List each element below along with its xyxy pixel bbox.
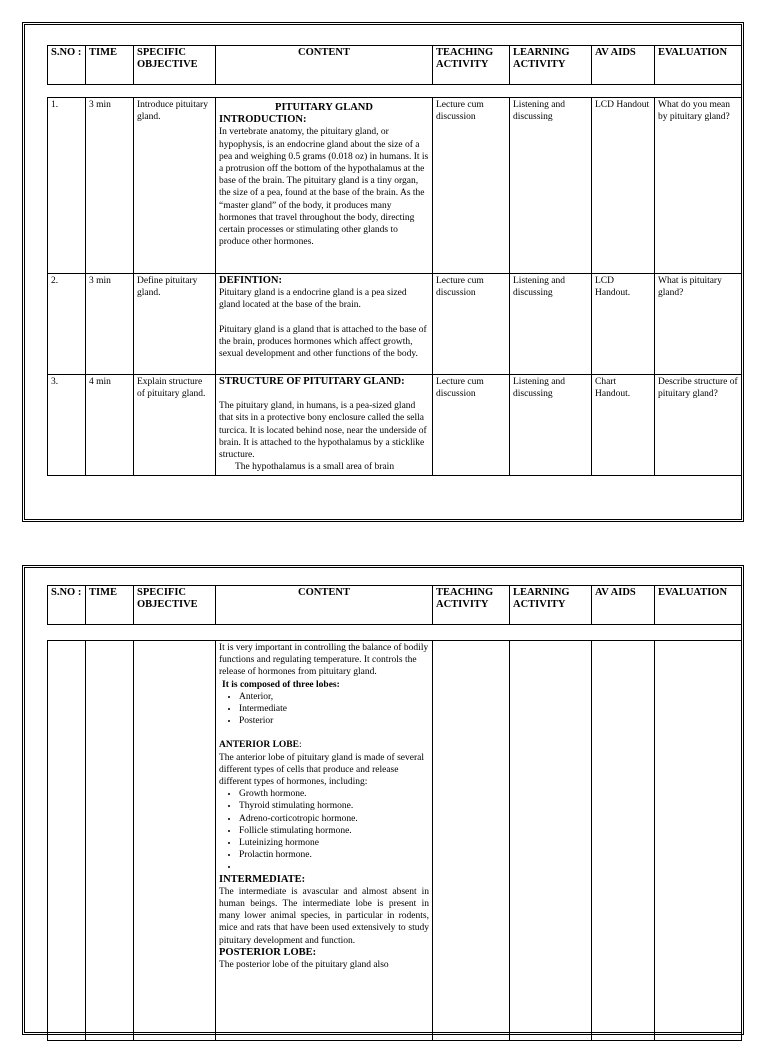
- row-time: 3 min: [86, 274, 134, 375]
- table-row: [48, 98, 742, 274]
- row-evaluation: [655, 641, 742, 1041]
- table-row: [48, 641, 742, 1041]
- content-heading: DEFINTION:: [219, 275, 283, 286]
- lesson-table: [47, 97, 742, 476]
- row-evaluation: What is pituitary gland?: [655, 274, 742, 375]
- row-sno: 1.: [48, 98, 86, 274]
- row-objective: Introduce pituitary gland.: [134, 98, 216, 274]
- row-sno: 3.: [48, 375, 86, 476]
- row-evaluation: What do you mean by pituitary gland?: [655, 98, 742, 274]
- row-time: 3 min: [86, 98, 134, 274]
- row-content: [216, 375, 433, 476]
- header-table: [47, 585, 742, 625]
- header-content: CONTENT: [216, 46, 433, 85]
- row-objective: Explain structure of pituitary gland.: [134, 375, 216, 476]
- row-av-aids: [592, 641, 655, 1041]
- list-item: • Prolactin hormone.: [239, 849, 429, 861]
- row-learning: Listening and discussing: [510, 375, 592, 476]
- list-item: • Luteinizing hormone: [239, 837, 429, 849]
- content-heading: INTRODUCTION:: [219, 114, 307, 126]
- lesson-table-continued: [47, 640, 742, 1041]
- list-item: [239, 861, 429, 873]
- content-paragraph: The posterior lobe of the pituitary gland also: [219, 960, 389, 971]
- list-item: • Thyroid stimulating hormone.: [239, 800, 429, 812]
- content-title: PITUITARY GLAND: [275, 102, 373, 113]
- content-heading: STRUCTURE OF PITUITARY GLAND:: [219, 376, 405, 387]
- header-table: [47, 45, 742, 85]
- row-teaching: Lecture cum discussion: [433, 274, 510, 375]
- row-av-aids: LCD Handout.: [592, 274, 655, 375]
- content-paragraph: It is very important in controlling the balance of bodily functions and regulating temperature. It controls the release of hormones from pituitary gland.: [219, 643, 429, 678]
- paragraph-gap: [219, 312, 429, 324]
- row-learning: [510, 641, 592, 1041]
- paragraph-gap: [219, 727, 429, 739]
- header-content: CONTENT: [216, 586, 433, 625]
- table-row: [48, 375, 742, 476]
- header-time: TIME: [86, 586, 134, 625]
- paragraph-gap: [219, 388, 429, 400]
- row-teaching: Lecture cum discussion: [433, 375, 510, 476]
- row-time: [86, 641, 134, 1041]
- row-time: 4 min: [86, 375, 134, 476]
- row-learning: Listening and discussing: [510, 274, 592, 375]
- lesson-plan-page-2: [22, 565, 744, 1035]
- anterior-heading: ANTERIOR LOBE: [219, 740, 299, 751]
- content-paragraph: The hypothalamus is a small area of brain: [235, 462, 395, 473]
- row-av-aids: Chart Handout.: [592, 375, 655, 476]
- content-paragraph: The intermediate is avascular and almost absent in human beings. The intermediate lobe is present in many lower animal species, in particular in rodents, mice and rats that have been used extensively to study pituitary development and function.: [219, 886, 429, 946]
- row-teaching: [433, 641, 510, 1041]
- header-evaluation: EVALUATION: [655, 586, 742, 625]
- header-evaluation: EVALUATION: [655, 46, 742, 85]
- row-teaching: Lecture cum discussion: [433, 98, 510, 274]
- anterior-heading-line: [219, 739, 429, 751]
- header-sno: S.NO :: [48, 46, 86, 85]
- row-sno: 2.: [48, 274, 86, 375]
- list-item: • Anterior,: [239, 691, 429, 703]
- header-learning-activity: LEARNING ACTIVITY: [510, 46, 592, 85]
- content-paragraph: The pituitary gland, in humans, is a pea-sized gland that sits in a protective bony enclosure called the sella turcica. It is located behind nose, near the underside of brain. It is attached to the hypothalamus by a sticklike structure.: [219, 401, 427, 461]
- row-content: [216, 641, 433, 1041]
- hormones-list: [219, 788, 429, 873]
- lobes-list: [219, 691, 429, 728]
- row-objective: Define pituitary gland.: [134, 274, 216, 375]
- row-content: [216, 98, 433, 274]
- anterior-heading-colon: :: [298, 740, 302, 751]
- header-teaching-activity: TEACHING ACTIVITY: [433, 46, 510, 85]
- posterior-heading: POSTERIOR LOBE:: [219, 946, 317, 958]
- content-paragraph: The anterior lobe of pituitary gland is made of several different types of cells that produce and release different types of hormones, including:: [219, 752, 424, 788]
- list-item: • Adreno-corticotropic hormone.: [239, 813, 429, 825]
- header-sno: S.NO :: [48, 586, 86, 625]
- header-time: TIME: [86, 46, 134, 85]
- lesson-plan-page-1: [22, 22, 744, 522]
- header-specific-objective: SPECIFIC OBJECTIVE: [134, 586, 216, 625]
- row-learning: Listening and discussing: [510, 98, 592, 274]
- list-item: • Posterior: [239, 715, 429, 727]
- row-objective: [134, 641, 216, 1041]
- row-content: [216, 274, 433, 375]
- list-item: • Intermediate: [239, 703, 429, 715]
- list-item: • Growth hormone.: [239, 788, 429, 800]
- content-paragraph: Pituitary gland is a gland that is attached to the base of the brain, produces hormones which affect growth, sexual development and other functions of the body.: [219, 324, 427, 360]
- lobes-heading: It is composed of three lobes:: [222, 679, 340, 690]
- header-av-aids: AV AIDS: [592, 46, 655, 85]
- header-av-aids: AV AIDS: [592, 586, 655, 625]
- list-item: • Follicle stimulating hormone.: [239, 825, 429, 837]
- table-row: [48, 274, 742, 375]
- row-evaluation: Describe structure of pituitary gland?: [655, 375, 742, 476]
- header-learning-activity: LEARNING ACTIVITY: [510, 586, 592, 625]
- header-specific-objective: SPECIFIC OBJECTIVE: [134, 46, 216, 85]
- intermediate-heading: INTERMEDIATE:: [219, 873, 306, 885]
- row-sno: [48, 641, 86, 1041]
- content-paragraph: In vertebrate anatomy, the pituitary gland, or hypophysis, is an endocrine gland about the size of a pea and weighing 0.5 grams (0.018 oz) in humans. It is a protrusion off the bottom of the hypothalamus at the base of the brain. The pituitary gland is a tiny organ, the size of a pea, found at the base of the brain. As the “master gland” of the body, it produces many hormones that travel throughout the body, directing certain processes or stimulating other glands to produce other hormones.: [219, 127, 429, 248]
- row-av-aids: LCD Handout: [592, 98, 655, 274]
- content-paragraph: Pituitary gland is a endocrine gland is a pea sized gland located at the base of the brain.: [219, 288, 407, 311]
- header-teaching-activity: TEACHING ACTIVITY: [433, 586, 510, 625]
